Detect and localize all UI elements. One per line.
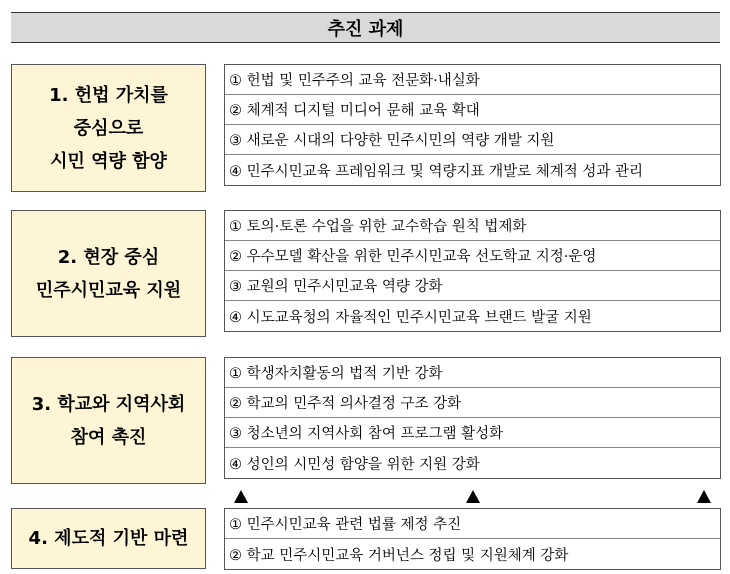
section-3-item-3: ③ 청소년의 지역사회 참여 프로그램 활성화 xyxy=(225,418,720,448)
section-2-item-3: ③ 교원의 민주시민교육 역량 강화 xyxy=(225,271,720,301)
section-1-heading-line-2: 중심으로 xyxy=(73,117,144,139)
page-title-text: 추진 과제 xyxy=(327,18,404,40)
section-2-item-2: ② 우수모델 확산을 위한 민주시민교육 선도학교 지정·운영 xyxy=(225,241,720,271)
section-1-item-2: ② 체계적 디지털 미디어 문해 교육 확대 xyxy=(225,95,720,125)
section-3-heading xyxy=(11,357,206,484)
section-4-items xyxy=(224,508,721,570)
arrow-up-icon xyxy=(697,490,711,503)
section-2-items xyxy=(224,210,721,332)
arrow-up-icon xyxy=(234,490,248,503)
section-1-item-4: ④ 민주시민교육 프레임워크 및 역량지표 개발로 체계적 성과 관리 xyxy=(229,163,644,180)
section-1-heading xyxy=(11,64,206,192)
section-3-item-2: ② 학교의 민주적 의사결정 구조 강화 xyxy=(225,388,720,418)
section-1-item-3: ③ 새로운 시대의 다양한 민주시민의 역량 개발 지원 xyxy=(225,125,720,155)
section-3-item-4: ④ 성인의 시민성 함양을 위한 지원 강화 xyxy=(229,456,480,473)
section-2-item-1: ① 토의·토론 수업을 위한 교수학습 원칙 법제화 xyxy=(225,211,720,241)
section-2-heading xyxy=(11,210,206,337)
section-3-item-1: ① 학생자치활동의 법적 기반 강화 xyxy=(225,358,720,388)
section-1-heading-line-1: 1. 헌법 가치를 xyxy=(49,84,168,106)
section-4-heading xyxy=(11,508,206,569)
section-3-items xyxy=(224,357,721,479)
section-2-heading-line-2: 민주시민교육 지원 xyxy=(35,279,182,301)
section-4-item-1: ① 민주시민교육 관련 법률 제정 추진 xyxy=(225,509,720,539)
section-1-heading-line-3: 시민 역량 함양 xyxy=(50,150,167,172)
page-title xyxy=(11,12,720,43)
section-2-heading-line-1: 2. 현장 중심 xyxy=(57,246,160,268)
section-1-items xyxy=(224,64,721,186)
section-1-item-1: ① 헌법 및 민주주의 교육 전문화·내실화 xyxy=(225,65,720,95)
arrow-up-icon xyxy=(466,490,480,503)
section-2-item-4: ④ 시도교육청의 자율적인 민주시민교육 브랜드 발굴 지원 xyxy=(229,309,592,326)
section-4-heading-line-1: 4. 제도적 기반 마련 xyxy=(28,528,189,549)
section-4-item-2: ② 학교 민주시민교육 거버넌스 정립 및 지원체계 강화 xyxy=(229,547,569,564)
section-3-heading-line-2: 참여 촉진 xyxy=(70,426,147,448)
section-3-heading-line-1: 3. 학교와 지역사회 xyxy=(31,393,186,415)
